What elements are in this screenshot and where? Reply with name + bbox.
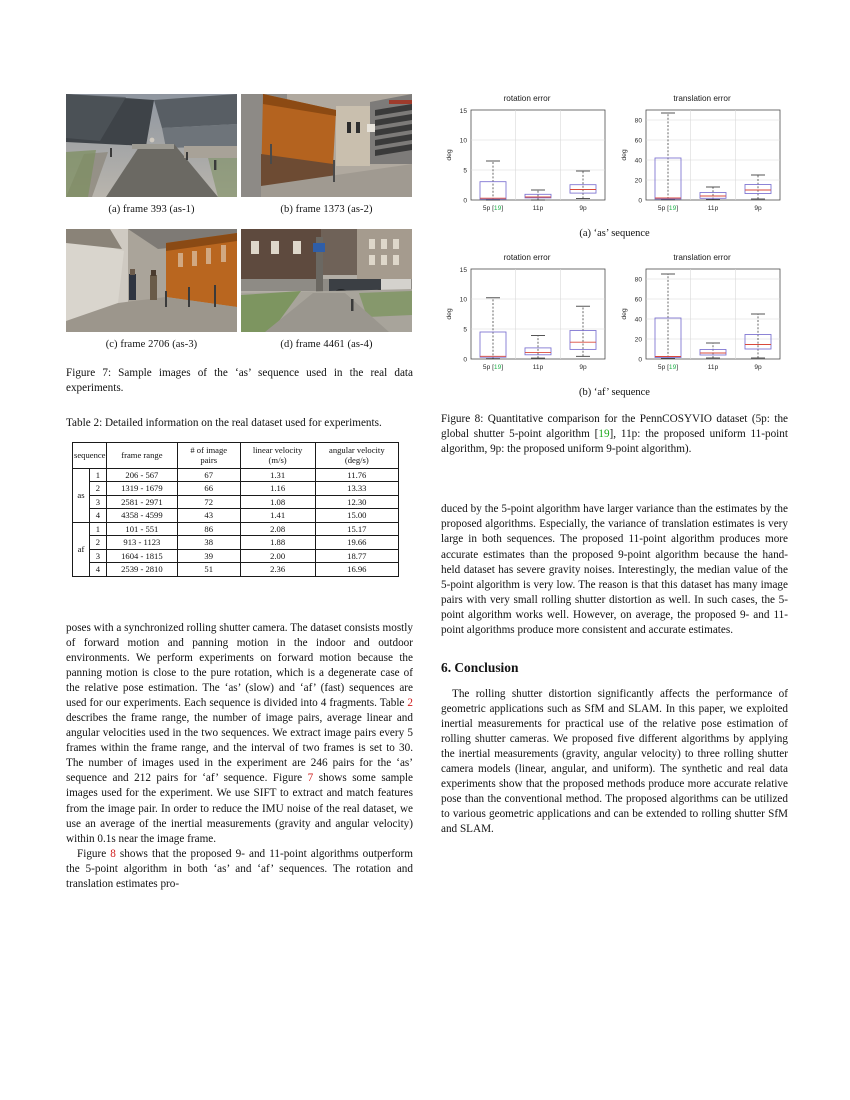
- svg-text:11p: 11p: [707, 364, 719, 371]
- th-sequence: sequence: [73, 443, 107, 468]
- table-row: [73, 468, 399, 482]
- plot-title-as-rotation: rotation error: [503, 94, 551, 103]
- svg-text:40: 40: [634, 316, 642, 324]
- y-axis-label-deg: deg: [446, 149, 453, 161]
- cell-index: 4: [89, 509, 106, 523]
- th-linear-l1: linear velocity: [252, 445, 303, 456]
- svg-text:5p [19]: 5p [19]: [657, 364, 679, 371]
- spacer-4: [441, 456, 788, 502]
- citation-reference-19[interactable]: 19: [598, 427, 610, 440]
- svg-text:5p [19]: 5p [19]: [482, 205, 504, 212]
- cell-pairs: 86: [177, 522, 240, 536]
- cell-index: 2: [89, 536, 106, 550]
- svg-text:11p: 11p: [707, 205, 719, 212]
- table-2-caption: Table 2: Detailed information on the real dataset used for experiments.: [66, 416, 382, 429]
- cell-index: 2: [89, 482, 106, 496]
- sample-image-b: [241, 94, 412, 197]
- svg-text:9p: 9p: [754, 205, 762, 212]
- svg-text:9p: 9p: [579, 364, 587, 371]
- right-paragraph-1: duced by the 5-point algorithm have larger variance than the estimates by the proposed algorithms. Especially, the variance of translation estimates is very large in both sequences. The proposed 11-point algorithm produces more accurate estimates than the proposed 9-point algorithm because the hand-held dataset has severe gravity noises. Interestingly, the median value of the 5-point algorithm is very low. The reason is that this dataset has many image pairs with very small rolling shutter distortion as well. In such cases, the 5-point algorithm works well. However, on average, the proposed 9- and 11-point algorithms produce more consistent and accurate estimates.: [441, 503, 788, 636]
- svg-text:0: 0: [463, 356, 467, 364]
- cell-pairs: 66: [177, 482, 240, 496]
- y-axis-label-deg: deg: [446, 308, 453, 320]
- x-axis-ticks: [483, 205, 587, 212]
- cell-index: 1: [89, 468, 106, 482]
- plot-frame: [471, 110, 605, 200]
- figure-7-panel-c: [66, 229, 237, 360]
- y-axis-ticks: [635, 277, 643, 364]
- y-axis-label-deg: deg: [621, 149, 628, 161]
- svg-text:9p: 9p: [579, 205, 587, 212]
- cell-range: 1319 - 1679: [106, 482, 177, 496]
- cell-range: 913 - 1123: [106, 536, 177, 550]
- sample-image-c: [66, 229, 237, 332]
- figure-7-caption-b: (b) frame 1373 (as-2): [280, 204, 373, 215]
- figure-7-caption: Figure 7: Sample images of the ‘as’ sequence used in the real data experiments.: [66, 367, 413, 394]
- table-row: [73, 482, 399, 496]
- y-axis-ticks: [460, 108, 468, 205]
- cell-linear: 1.41: [240, 509, 315, 523]
- table-header-row: [73, 443, 399, 468]
- cell-pairs: 51: [177, 563, 240, 577]
- svg-text:5: 5: [463, 326, 467, 334]
- svg-text:0: 0: [638, 356, 642, 364]
- figure-8-caption: [441, 412, 788, 456]
- cell-linear: 1.16: [240, 482, 315, 496]
- figure-reference-7[interactable]: 7: [307, 772, 314, 785]
- cell-linear: 1.31: [240, 468, 315, 482]
- plot-as-rotation: [441, 94, 613, 222]
- cell-index: 4: [89, 563, 106, 577]
- svg-text:80: 80: [634, 117, 642, 125]
- plot-af-translation: [616, 253, 788, 381]
- cell-linear: 2.08: [240, 522, 315, 536]
- cell-angular: 11.76: [315, 468, 398, 482]
- boxplot-as-translation: [616, 104, 788, 222]
- svg-text:80: 80: [634, 276, 642, 284]
- cell-pairs: 67: [177, 468, 240, 482]
- table-row: [73, 536, 399, 550]
- cell-index: 3: [89, 549, 106, 563]
- figure-7-caption-a: (a) frame 393 (as-1): [108, 204, 195, 215]
- th-angular-velocity: [315, 443, 398, 468]
- spacer-1: [66, 396, 413, 416]
- x-axis-ticks: [658, 364, 762, 371]
- sample-image-d: [241, 229, 412, 332]
- figure-8-row-af: [441, 253, 788, 381]
- table-2: [66, 416, 413, 577]
- boxplot-af-rotation: [441, 263, 613, 381]
- table-row: [73, 549, 399, 563]
- plot-title-af-translation: translation error: [673, 253, 731, 262]
- table-reference-2[interactable]: 2: [407, 697, 413, 710]
- table-row: [73, 522, 399, 536]
- boxplot-af-translation: [616, 263, 788, 381]
- svg-text:0: 0: [463, 197, 467, 205]
- left-p2-part-a: Figure: [77, 847, 111, 860]
- table-header: [73, 443, 399, 468]
- left-paragraph-2: [66, 847, 413, 892]
- boxplot-as-rotation: [441, 104, 613, 222]
- cell-pairs: 38: [177, 536, 240, 550]
- cell-pairs: 39: [177, 549, 240, 563]
- left-p1-part-a: poses with a synchronized rolling shutter camera. The dataset consists mostly of forward motion and panning motion in the indoor and outdoor environments. We perform experiments on forward motion because the panning motion is close to the pure rotation, which is a degenerate case of the relative pose estimation. The ‘as’ (slow) and ‘af’ (fast) sequences are used for our experiments. Each sequence is divided into 4 fragments. Table: [66, 621, 413, 710]
- svg-text:5: 5: [463, 167, 467, 175]
- svg-text:15: 15: [459, 107, 467, 115]
- cell-range: 2539 - 2810: [106, 563, 177, 577]
- cell-pairs: 43: [177, 509, 240, 523]
- figure-7-image-grid: [66, 94, 413, 360]
- left-paragraph-1: [66, 621, 413, 847]
- left-p2-part-b: shows that the proposed 9- and 11-point algorithms outperform the 5-point algorithm in both ‘as’ and ‘af’ sequences. The rotation and translation estimates pro-: [66, 847, 413, 890]
- right-column: [441, 94, 788, 892]
- svg-text:40: 40: [634, 157, 642, 165]
- fig8-cap-b: ], 11p: the proposed uniform 11-point algorithm, 9p: the proposed uniform 9-point algorithm).: [441, 427, 788, 455]
- svg-text:11p: 11p: [532, 364, 544, 371]
- svg-text:5p [19]: 5p [19]: [657, 205, 679, 212]
- th-image-pairs-l1: # of image: [190, 445, 228, 456]
- cell-index: 3: [89, 495, 106, 509]
- cell-range: 206 - 567: [106, 468, 177, 482]
- left-p1-part-b: describes the frame range, the number of image pairs, average linear and angular velocities used in the two sequences. We extract image pairs every 5 frames within the frame range, and the interval of two frames is set to 30. The number of images used in the experiment are 246 pairs for the ‘as’ sequence and 212 pairs for ‘af’ sequence. Figure: [66, 712, 413, 785]
- plot-frame: [646, 110, 780, 200]
- svg-text:60: 60: [634, 296, 642, 304]
- cell-range: 101 - 551: [106, 522, 177, 536]
- right-paragraph-2: The rolling shutter distortion significantly affects the performance of geometric applications such as SfM and SLAM. In this paper, we exploited inertial measurements for practical use of the relative pose estimation of rolling shutter cameras. We proposed five different algorithms by applying the inertial measurements (gravity, angular velocity) to three rolling shutter camera models (linear, angular, and uniform). The synthetic and real data experiments show that the proposed methods produce more accurate relative pose than the conventional method. The proposed algorithms can be utilized to various geometric applications and can be extended to rolling shutter SfM and SLAM.: [441, 687, 788, 836]
- table-row: [73, 509, 399, 523]
- figure-8-subcaption-b: (b) ‘af’ sequence: [579, 387, 650, 398]
- group-label-as: as: [73, 468, 90, 522]
- group-label-af: af: [73, 522, 90, 576]
- cell-angular: 12.30: [315, 495, 398, 509]
- y-axis-ticks: [460, 267, 468, 364]
- figure-7: [66, 94, 413, 396]
- cell-linear: 1.88: [240, 536, 315, 550]
- table-row: [73, 495, 399, 509]
- svg-text:60: 60: [634, 137, 642, 145]
- left-column: [66, 94, 413, 892]
- cell-angular: 19.66: [315, 536, 398, 550]
- x-axis-ticks: [658, 205, 762, 212]
- figure-8-subcaption-a: (a) ‘as’ sequence: [579, 228, 650, 239]
- cell-angular: 13.33: [315, 482, 398, 496]
- figure-7-caption-d: (d) frame 4461 (as-4): [280, 339, 373, 350]
- svg-text:10: 10: [459, 137, 467, 145]
- section-heading-conclusion: 6. Conclusion: [441, 659, 519, 675]
- svg-text:11p: 11p: [532, 205, 544, 212]
- figure-7-panel-d: [241, 229, 412, 360]
- figure-7-caption-c: (c) frame 2706 (as-3): [105, 339, 198, 350]
- cell-angular: 16.96: [315, 563, 398, 577]
- table-row: [73, 563, 399, 577]
- figure-8: [441, 94, 788, 456]
- th-angular-l2: (deg/s): [344, 455, 369, 466]
- spacer-2: [66, 577, 413, 621]
- th-image-pairs-l2: pairs: [200, 455, 218, 466]
- x-axis-ticks: [483, 364, 587, 371]
- plot-title-as-translation: translation error: [673, 94, 731, 103]
- cell-linear: 2.36: [240, 563, 315, 577]
- cell-pairs: 72: [177, 495, 240, 509]
- figure-8-row-as: [441, 94, 788, 222]
- cell-linear: 1.08: [240, 495, 315, 509]
- plot-title-af-rotation: rotation error: [503, 253, 551, 262]
- svg-text:20: 20: [634, 177, 642, 185]
- th-image-pairs: [177, 443, 240, 468]
- svg-text:15: 15: [459, 266, 467, 274]
- svg-text:5p [19]: 5p [19]: [482, 364, 504, 371]
- plot-af-rotation: [441, 253, 613, 381]
- svg-text:10: 10: [459, 296, 467, 304]
- y-axis-label-deg: deg: [621, 308, 628, 320]
- spacer-3: [441, 239, 788, 253]
- figure-7-panel-a: [66, 94, 237, 225]
- plot-as-translation: [616, 94, 788, 222]
- th-angular-l1: angular velocity: [329, 445, 385, 456]
- table-body: [73, 468, 399, 576]
- cell-index: 1: [89, 522, 106, 536]
- th-frame-range: frame range: [106, 443, 177, 468]
- th-linear-velocity: [240, 443, 315, 468]
- fig8-cap-a: Figure 8: Quantitative comparison for the PennCOSYVIO dataset (5p: the global shutter 5-point algorithm [: [441, 413, 788, 440]
- cell-angular: 15.00: [315, 509, 398, 523]
- cell-angular: 15.17: [315, 522, 398, 536]
- svg-text:0: 0: [638, 197, 642, 205]
- svg-text:20: 20: [634, 336, 642, 344]
- y-axis-ticks: [635, 118, 643, 205]
- figure-reference-8[interactable]: 8: [110, 847, 116, 860]
- figure-7-panel-b: [241, 94, 412, 225]
- cell-range: 4358 - 4599: [106, 509, 177, 523]
- cell-range: 1604 - 1815: [106, 549, 177, 563]
- th-linear-l2: (m/s): [268, 455, 287, 466]
- cell-linear: 2.00: [240, 549, 315, 563]
- cell-angular: 18.77: [315, 549, 398, 563]
- cell-range: 2581 - 2971: [106, 495, 177, 509]
- two-column-layout: [66, 94, 788, 892]
- svg-text:9p: 9p: [754, 364, 762, 371]
- sample-image-a: [66, 94, 237, 197]
- left-p1-part-c: shows some sample images used for the experiment. We use SIFT to extract and match features from the image pair. In order to reduce the IMU noise of the real dataset, we use an average of the inertial measurements (gravity and angular velocity) within 0.1s near the image frame.: [66, 772, 414, 845]
- dataset-table: [72, 442, 399, 576]
